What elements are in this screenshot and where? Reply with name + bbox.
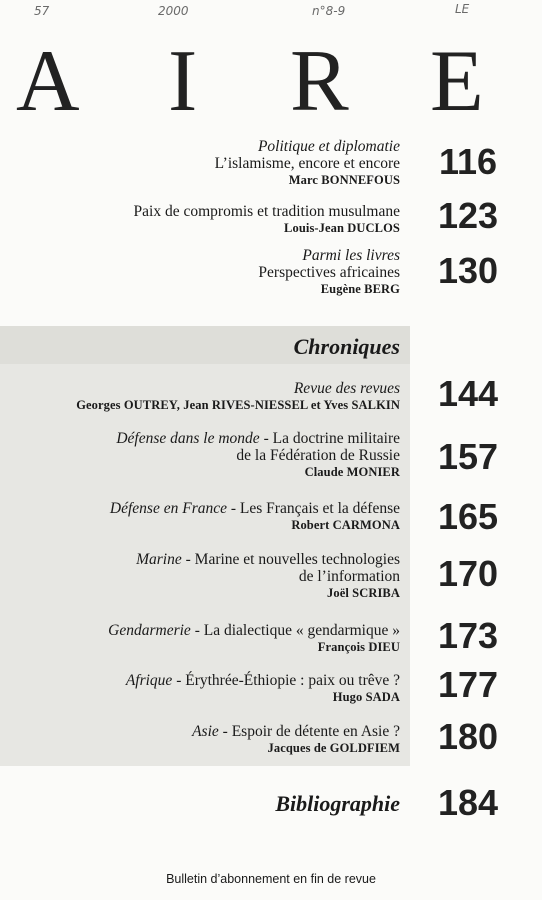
article-title-cont: de la Fédération de Russie (236, 447, 400, 464)
toc-entry: Défense en France - Les Français et la défense Robert CARMONA (0, 500, 400, 534)
subscription-note: Bulletin d’abonnement en fin de revue (166, 872, 376, 886)
section-label: Parmi les livres (302, 247, 400, 264)
rubric-label: Marine (136, 551, 182, 568)
toc-entry: Gendarmerie - La dialectique « gendarmique » François DIEU (0, 622, 400, 656)
author: Georges OUTREY, Jean RIVES-NIESSEL et Yves SALKIN (76, 398, 400, 412)
rubric-label: Défense dans le monde (116, 430, 260, 447)
title-letter: E (430, 33, 484, 130)
handwritten-note: 2000 (158, 4, 189, 18)
handwritten-note: 57 (34, 4, 50, 18)
handwritten-note: LE (455, 2, 470, 16)
article-title: Érythrée-Éthiopie : paix ou trêve ? (185, 672, 400, 689)
article-title: La dialectique « gendarmique » (203, 622, 400, 639)
handwritten-note: n°8-9 (312, 4, 346, 18)
page-number: 170 (437, 553, 499, 594)
rubric-label: Gendarmerie (108, 622, 191, 639)
toc-entry: Afrique - Érythrée-Éthiopie : paix ou trêve ? Hugo SADA (0, 672, 400, 706)
title-letter: R (290, 33, 349, 130)
page-number: 116 (438, 141, 498, 182)
author: Jacques de GOLDFIEM (267, 741, 400, 755)
page-number: 157 (437, 436, 499, 477)
toc-entry (0, 203, 400, 237)
toc-entry (0, 380, 400, 414)
toc-entry (0, 247, 400, 298)
article-title: L’islamisme, encore et encore (214, 155, 400, 172)
page-number: 177 (437, 664, 499, 705)
article-title: Marine et nouvelles technologies (194, 551, 400, 568)
page-number: 184 (437, 782, 499, 823)
author: François DIEU (317, 640, 400, 654)
rubric-label: Défense en France (109, 500, 227, 517)
bibliographie-heading: Bibliographie (275, 791, 400, 816)
article-title: Paix de compromis et tradition musulmane (133, 203, 400, 220)
rubric-label: Asie (192, 723, 219, 740)
author: Louis-Jean DUCLOS (284, 221, 400, 235)
rubric-label: Afrique (125, 672, 173, 689)
toc-entry (0, 138, 400, 189)
rubric-label: Revue des revues (293, 380, 400, 397)
author: Eugène BERG (320, 282, 400, 296)
page-number: 173 (437, 615, 499, 656)
page-number: 144 (437, 373, 499, 414)
author: Joël SCRIBA (327, 586, 400, 600)
author: Marc BONNEFOUS (288, 173, 400, 187)
author: Claude MONIER (304, 465, 400, 479)
author: Robert CARMONA (291, 518, 400, 532)
toc-entry: Défense dans le monde - La doctrine militaire de la Fédération de Russie Claude MONIER (0, 430, 400, 481)
section-label: Politique et diplomatie (257, 138, 400, 155)
title-letter: A (16, 33, 80, 130)
author: Hugo SADA (332, 690, 400, 704)
article-title: La doctrine militaire (272, 430, 400, 447)
page-number: 123 (437, 195, 499, 236)
toc-entry: Marine - Marine et nouvelles technologies de l’information Joël SCRIBA (0, 551, 400, 602)
article-title: Les Français et la défense (239, 500, 400, 517)
article-title-cont: de l’information (298, 568, 400, 585)
title-letter: I (168, 33, 198, 130)
chroniques-heading: Chroniques (293, 334, 400, 359)
page-number: 180 (437, 716, 499, 757)
page-number: 130 (437, 250, 499, 291)
article-title: Perspectives africaines (258, 264, 400, 281)
toc-entry: Asie - Espoir de détente en Asie ? Jacques de GOLDFIEM (0, 723, 400, 757)
page-number: 165 (437, 496, 499, 537)
article-title: Espoir de détente en Asie ? (231, 723, 400, 740)
